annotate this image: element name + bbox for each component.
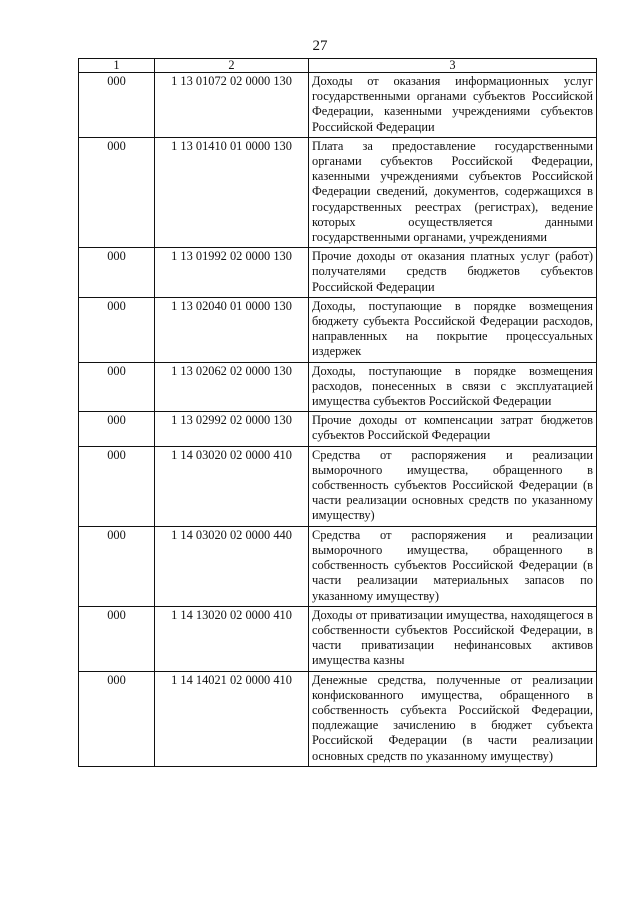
revenue-code-cell: 1 14 03020 02 0000 410 xyxy=(155,446,309,526)
revenue-name-cell: Прочие доходы от оказания платных услуг (работ) получателями средств бюджетов субъектов Российской Федерации xyxy=(309,248,597,298)
admin-code-cell: 000 xyxy=(79,526,155,606)
admin-code-cell: 000 xyxy=(79,297,155,362)
admin-code-cell: 000 xyxy=(79,606,155,671)
admin-code-cell: 000 xyxy=(79,671,155,766)
admin-code-cell: 000 xyxy=(79,73,155,138)
revenue-code-cell: 1 13 01072 02 0000 130 xyxy=(155,73,309,138)
revenue-name-cell: Прочие доходы от компенсации затрат бюджетов субъектов Российской Федерации xyxy=(309,412,597,446)
revenue-code-cell: 1 13 01410 01 0000 130 xyxy=(155,137,309,247)
admin-code-cell: 000 xyxy=(79,412,155,446)
revenue-code-cell: 1 14 03020 02 0000 440 xyxy=(155,526,309,606)
table-row xyxy=(79,412,597,446)
page-number: 27 xyxy=(312,38,328,54)
revenue-name-cell: Доходы от приватизации имущества, находящегося в собственности субъектов Российской Федерации, в части приватизации нефинансовых активов имущества казны xyxy=(309,606,597,671)
revenue-name-cell: Средства от распоряжения и реализации выморочного имущества, обращенного в собственность субъектов Российской Федерации (в части реализации основных средств по указанному имуществу) xyxy=(309,446,597,526)
column-header-2: 2 xyxy=(155,59,309,73)
table-row xyxy=(79,297,597,362)
revenue-name-cell: Денежные средства, полученные от реализации конфискованного имущества, обращенного в собственность субъекта Российской Федерации, подлежащие зачислению в бюджет субъекта Российской Федерации (в части реализации основных средств по указанному имуществу) xyxy=(309,671,597,766)
revenue-code-cell: 1 14 13020 02 0000 410 xyxy=(155,606,309,671)
admin-code-cell: 000 xyxy=(79,446,155,526)
table-row xyxy=(79,137,597,247)
table-row xyxy=(79,73,597,138)
revenue-code-table xyxy=(78,58,597,767)
column-header-3: 3 xyxy=(309,59,597,73)
table-row xyxy=(79,446,597,526)
revenue-name-cell: Доходы от оказания информационных услуг государственными органами субъектов Российской Федерации, казенными учреждениями субъектов Российской Федерации xyxy=(309,73,597,138)
admin-code-cell: 000 xyxy=(79,137,155,247)
table-row xyxy=(79,671,597,766)
admin-code-cell: 000 xyxy=(79,248,155,298)
table-row xyxy=(79,526,597,606)
revenue-code-cell: 1 13 02992 02 0000 130 xyxy=(155,412,309,446)
admin-code-cell: 000 xyxy=(79,362,155,412)
table-row xyxy=(79,248,597,298)
table-row xyxy=(79,362,597,412)
revenue-name-cell: Средства от распоряжения и реализации выморочного имущества, обращенного в собственность субъектов Российской Федерации (в части реализации материальных запасов по указанному имуществу) xyxy=(309,526,597,606)
revenue-name-cell: Доходы, поступающие в порядке возмещения расходов, понесенных в связи с эксплуатацией имущества субъектов Российской Федерации xyxy=(309,362,597,412)
revenue-code-cell: 1 13 02062 02 0000 130 xyxy=(155,362,309,412)
table-row xyxy=(79,606,597,671)
revenue-code-cell: 1 14 14021 02 0000 410 xyxy=(155,671,309,766)
column-header-1: 1 xyxy=(79,59,155,73)
revenue-code-cell: 1 13 02040 01 0000 130 xyxy=(155,297,309,362)
table-header-row xyxy=(79,59,597,73)
revenue-name-cell: Плата за предоставление государственными органами субъектов Российской Федерации, казенными учреждениями субъектов Российской Федерации сведений, документов, содержащихся в государственных реестрах (регистрах), ведение которых осуществляется данными государственными органами, учреждениями xyxy=(309,137,597,247)
revenue-name-cell: Доходы, поступающие в порядке возмещения бюджету субъекта Российской Федерации расходов, направленных на покрытие процессуальных издержек xyxy=(309,297,597,362)
revenue-code-cell: 1 13 01992 02 0000 130 xyxy=(155,248,309,298)
